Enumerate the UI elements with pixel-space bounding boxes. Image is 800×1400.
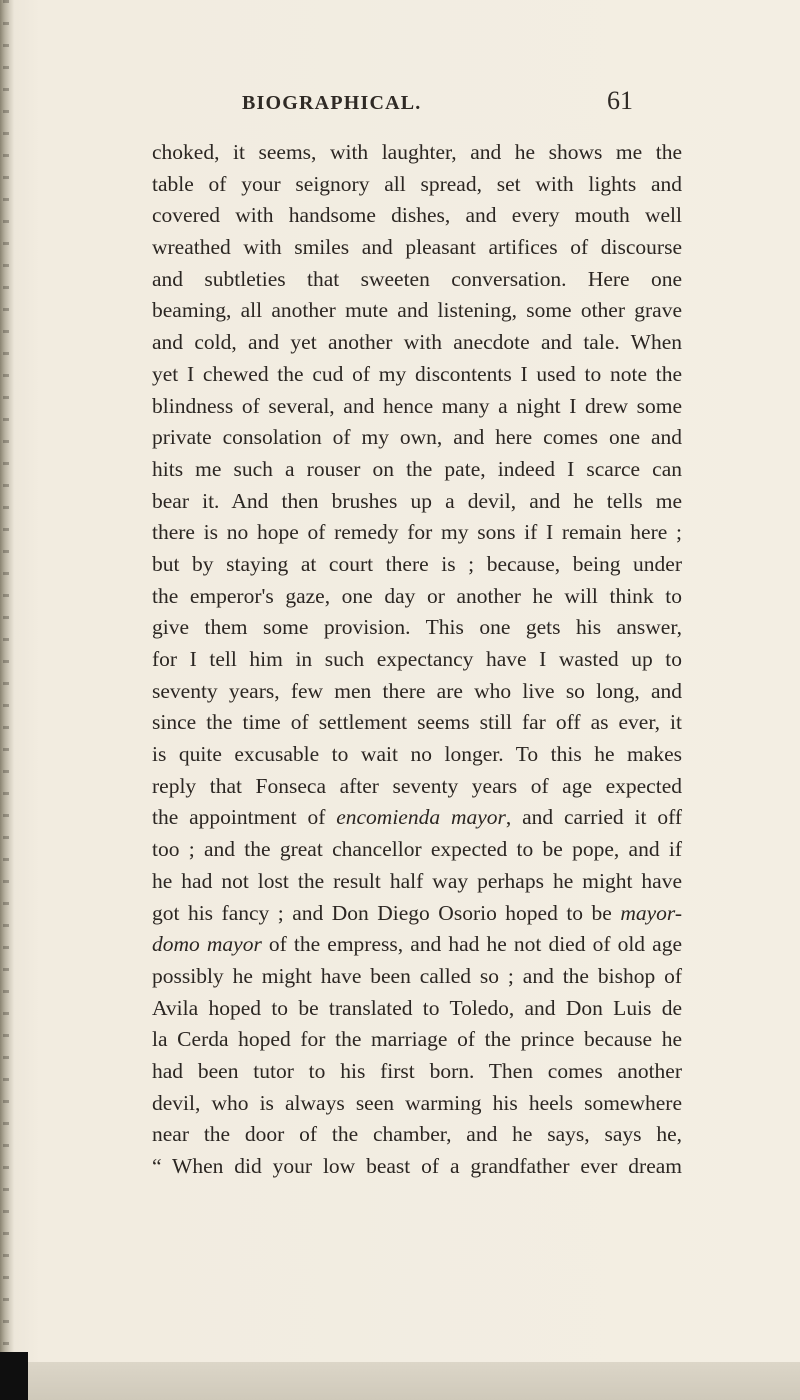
- text-segment: possibly he might have been called so ; and the bishop of: [152, 963, 682, 988]
- text-line: [152, 549, 682, 581]
- text-segment: yet I chewed the cud of my discontents I used to note the: [152, 361, 682, 386]
- text-segment: table of your seignory all spread, set with lights and: [152, 171, 682, 196]
- text-segment: but by staying at court there is ; because, being under: [152, 551, 682, 576]
- italic-phrase: domo mayor: [152, 932, 262, 957]
- text-segment: la Cerda hoped for the marriage of the prince because he: [152, 1027, 682, 1052]
- text-line: [152, 137, 682, 169]
- text-line: [152, 1088, 682, 1120]
- italic-phrase: encomienda mayor: [336, 805, 506, 830]
- text-segment: he had not lost the result half way perhaps he might have: [152, 868, 682, 893]
- scan-corner-mark: [0, 1352, 28, 1400]
- text-line: [152, 454, 682, 486]
- text-line: [152, 359, 682, 391]
- text-line: [152, 327, 682, 359]
- text-segment: since the time of settlement seems still far off as ever, it: [152, 710, 682, 735]
- text-line: [152, 200, 682, 232]
- text-segment: give them some provision. This one gets his answer,: [152, 615, 682, 640]
- text-segment: the emperor's gaze, one day or another he will think to: [152, 583, 682, 608]
- gutter-texture: [3, 0, 9, 1400]
- text-segment: there is no hope of remedy for my sons if I remain here ;: [152, 520, 682, 545]
- running-title: BIOGRAPHICAL.: [242, 92, 422, 114]
- text-segment: the appointment of: [152, 805, 337, 830]
- text-line: [152, 961, 682, 993]
- text-segment: reply that Fonseca after seventy years of age expected: [152, 773, 682, 798]
- text-segment: private consolation of my own, and here comes one and: [152, 425, 682, 450]
- text-line: [152, 676, 682, 708]
- text-line: [152, 707, 682, 739]
- text-line: [152, 1119, 682, 1151]
- text-segment: of the empress, and had he not died of old age: [261, 932, 682, 957]
- text-segment: blindness of several, and hence many a night I drew some: [152, 393, 682, 418]
- text-segment: , and carried it off: [505, 805, 683, 830]
- text-segment: and cold, and yet another with anecdote and tale. When: [152, 330, 682, 355]
- text-line: [152, 739, 682, 771]
- text-segment: beaming, all another mute and listening, some other grave: [152, 298, 682, 323]
- text-line: [152, 802, 682, 834]
- text-segment: devil, who is always seen warming his heels somewhere: [152, 1090, 682, 1115]
- text-line: [152, 866, 682, 898]
- text-line: [152, 581, 682, 613]
- text-segment: seventy years, few men there are who live so long, and: [152, 678, 682, 703]
- text-segment: covered with handsome dishes, and every mouth well: [152, 203, 682, 228]
- text-line: [152, 169, 682, 201]
- text-segment: got his fancy ; and Don Diego Osorio hoped to be: [152, 900, 621, 925]
- text-segment: bear it. And then brushes up a devil, and he tells me: [152, 488, 682, 513]
- text-line: [152, 422, 682, 454]
- page-number: 61: [607, 86, 633, 115]
- text-line: [152, 993, 682, 1025]
- text-segment: had been tutor to his first born. Then comes another: [152, 1058, 682, 1083]
- text-line: [152, 232, 682, 264]
- text-segment: wreathed with smiles and pleasant artifices of discourse: [152, 235, 682, 260]
- text-segment: Avila hoped to be translated to Toledo, and Don Luis de: [152, 995, 682, 1020]
- text-segment: for I tell him in such expectancy have I wasted up to: [152, 647, 682, 671]
- text-line: [152, 517, 682, 549]
- text-line: [152, 486, 682, 518]
- text-line: [152, 264, 682, 296]
- italic-phrase: mayor-: [620, 900, 682, 925]
- text-segment: too ; and the great chancellor expected to be pope, and if: [152, 837, 682, 862]
- scan-bottom-edge: [28, 1362, 800, 1400]
- text-line: [152, 295, 682, 327]
- text-line: [152, 644, 682, 676]
- text-segment: is quite excusable to wait no longer. To this he makes: [152, 742, 682, 767]
- text-line: [152, 834, 682, 866]
- text-segment: hits me such a rouser on the pate, indeed I scarce can: [152, 456, 682, 481]
- running-head: [0, 86, 800, 120]
- text-line: [152, 1056, 682, 1088]
- text-line: [152, 612, 682, 644]
- binding-gutter: [0, 0, 14, 1400]
- text-line: [152, 1151, 682, 1183]
- text-segment: near the door of the chamber, and he says, says he,: [152, 1122, 682, 1147]
- text-segment: “ When did your low beast of a grandfather ever dream: [152, 1154, 682, 1178]
- body-text: [152, 137, 682, 1183]
- text-line: [152, 898, 682, 930]
- text-segment: and subtleties that sweeten conversation. Here one: [152, 266, 682, 291]
- text-segment: choked, it seems, with laughter, and he shows me the: [152, 140, 682, 164]
- text-line: [152, 771, 682, 803]
- text-line: [152, 391, 682, 423]
- text-line: [152, 1024, 682, 1056]
- text-line: [152, 929, 682, 961]
